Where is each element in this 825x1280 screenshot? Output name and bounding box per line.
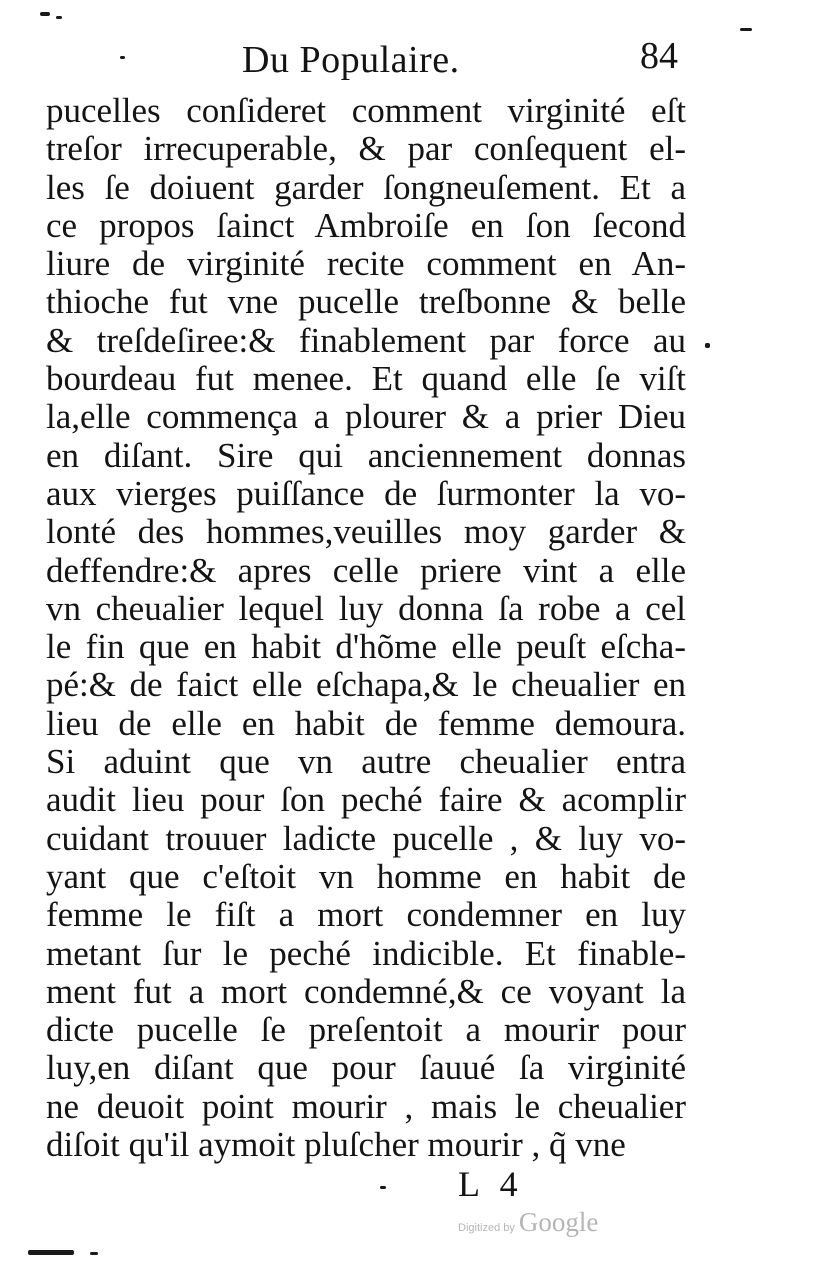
digitized-watermark <box>458 1207 598 1238</box>
text-line: les ſe doiuent garder ſongneuſement. Et a <box>46 168 686 207</box>
watermark-brand: Google <box>518 1207 599 1237</box>
text-line: la,elle commença a plourer & a prier Dieu <box>46 398 686 437</box>
text-line: liure de virginité recite comment en An- <box>46 245 686 284</box>
running-head: Du Populaire. <box>242 39 460 81</box>
text-line: luy,en diſant que pour ſauué ſa virginité <box>46 1049 686 1088</box>
text-line: le fin que en habit d'hõme elle peuſt eſcha- <box>46 628 686 667</box>
ink-speck <box>56 16 62 19</box>
text-line: en diſant. Sire qui anciennement donnas <box>46 436 686 475</box>
body-text <box>46 92 686 1164</box>
text-line: femme le fiſt a mort condemner en luy <box>46 896 686 935</box>
text-line: thioche fut vne pucelle treſbonne & belle <box>46 283 686 322</box>
text-line: deffendre:& apres celle priere vint a elle <box>46 551 686 590</box>
ink-speck <box>380 1186 386 1189</box>
text-line: dicte pucelle ſe preſentoit a mourir pour <box>46 1011 686 1050</box>
text-line: bourdeau fut menee. Et quand elle ſe viſt <box>46 360 686 399</box>
text-line: ce propos ſainct Ambroiſe en ſon ſecond <box>46 206 686 245</box>
text-line: & treſdeſiree:& finablement par force au <box>46 321 686 360</box>
text-line: lonté des hommes,veuilles moy garder & <box>46 513 686 552</box>
text-line: aux vierges puiſſance de ſurmonter la vo- <box>46 474 686 513</box>
text-line: lieu de elle en habit de femme demoura. <box>46 704 686 743</box>
text-line: cuidant trouuer ladicte pucelle , & luy vo- <box>46 819 686 858</box>
text-line: vn cheualier lequel luy donna ſa robe a cel <box>46 589 686 628</box>
ink-speck <box>40 12 50 16</box>
text-line: pucelles conſideret comment virginité eſt <box>46 92 686 130</box>
page-number: 84 <box>640 35 678 77</box>
text-line: yant que c'eſtoit vn homme en habit de <box>46 857 686 896</box>
watermark-prefix: Digitized by <box>458 1222 515 1234</box>
ink-speck <box>28 1250 74 1255</box>
text-line: audit lieu pour ſon peché faire & acomplir <box>46 781 686 820</box>
text-line: diſoit qu'il aymoit pluſcher mourir , q̃ vne <box>46 1126 626 1165</box>
ink-speck <box>740 28 752 31</box>
ink-speck <box>705 343 710 348</box>
text-line: ne deuoit point mourir , mais le cheualier <box>46 1087 686 1126</box>
text-line: ment fut a mort condemné,& ce voyant la <box>46 972 686 1011</box>
text-line: metant ſur le peché indicible. Et finable- <box>46 934 686 973</box>
ink-speck <box>120 56 125 59</box>
text-line: Si aduint que vn autre cheualier entra <box>46 743 686 782</box>
text-line: pé:& de faict elle eſchapa,& le cheualier en <box>46 666 686 705</box>
text-line: treſor irrecuperable, & par conſequent el- <box>46 130 686 169</box>
ink-speck <box>90 1252 98 1255</box>
signature-mark: L 4 <box>458 1164 524 1204</box>
